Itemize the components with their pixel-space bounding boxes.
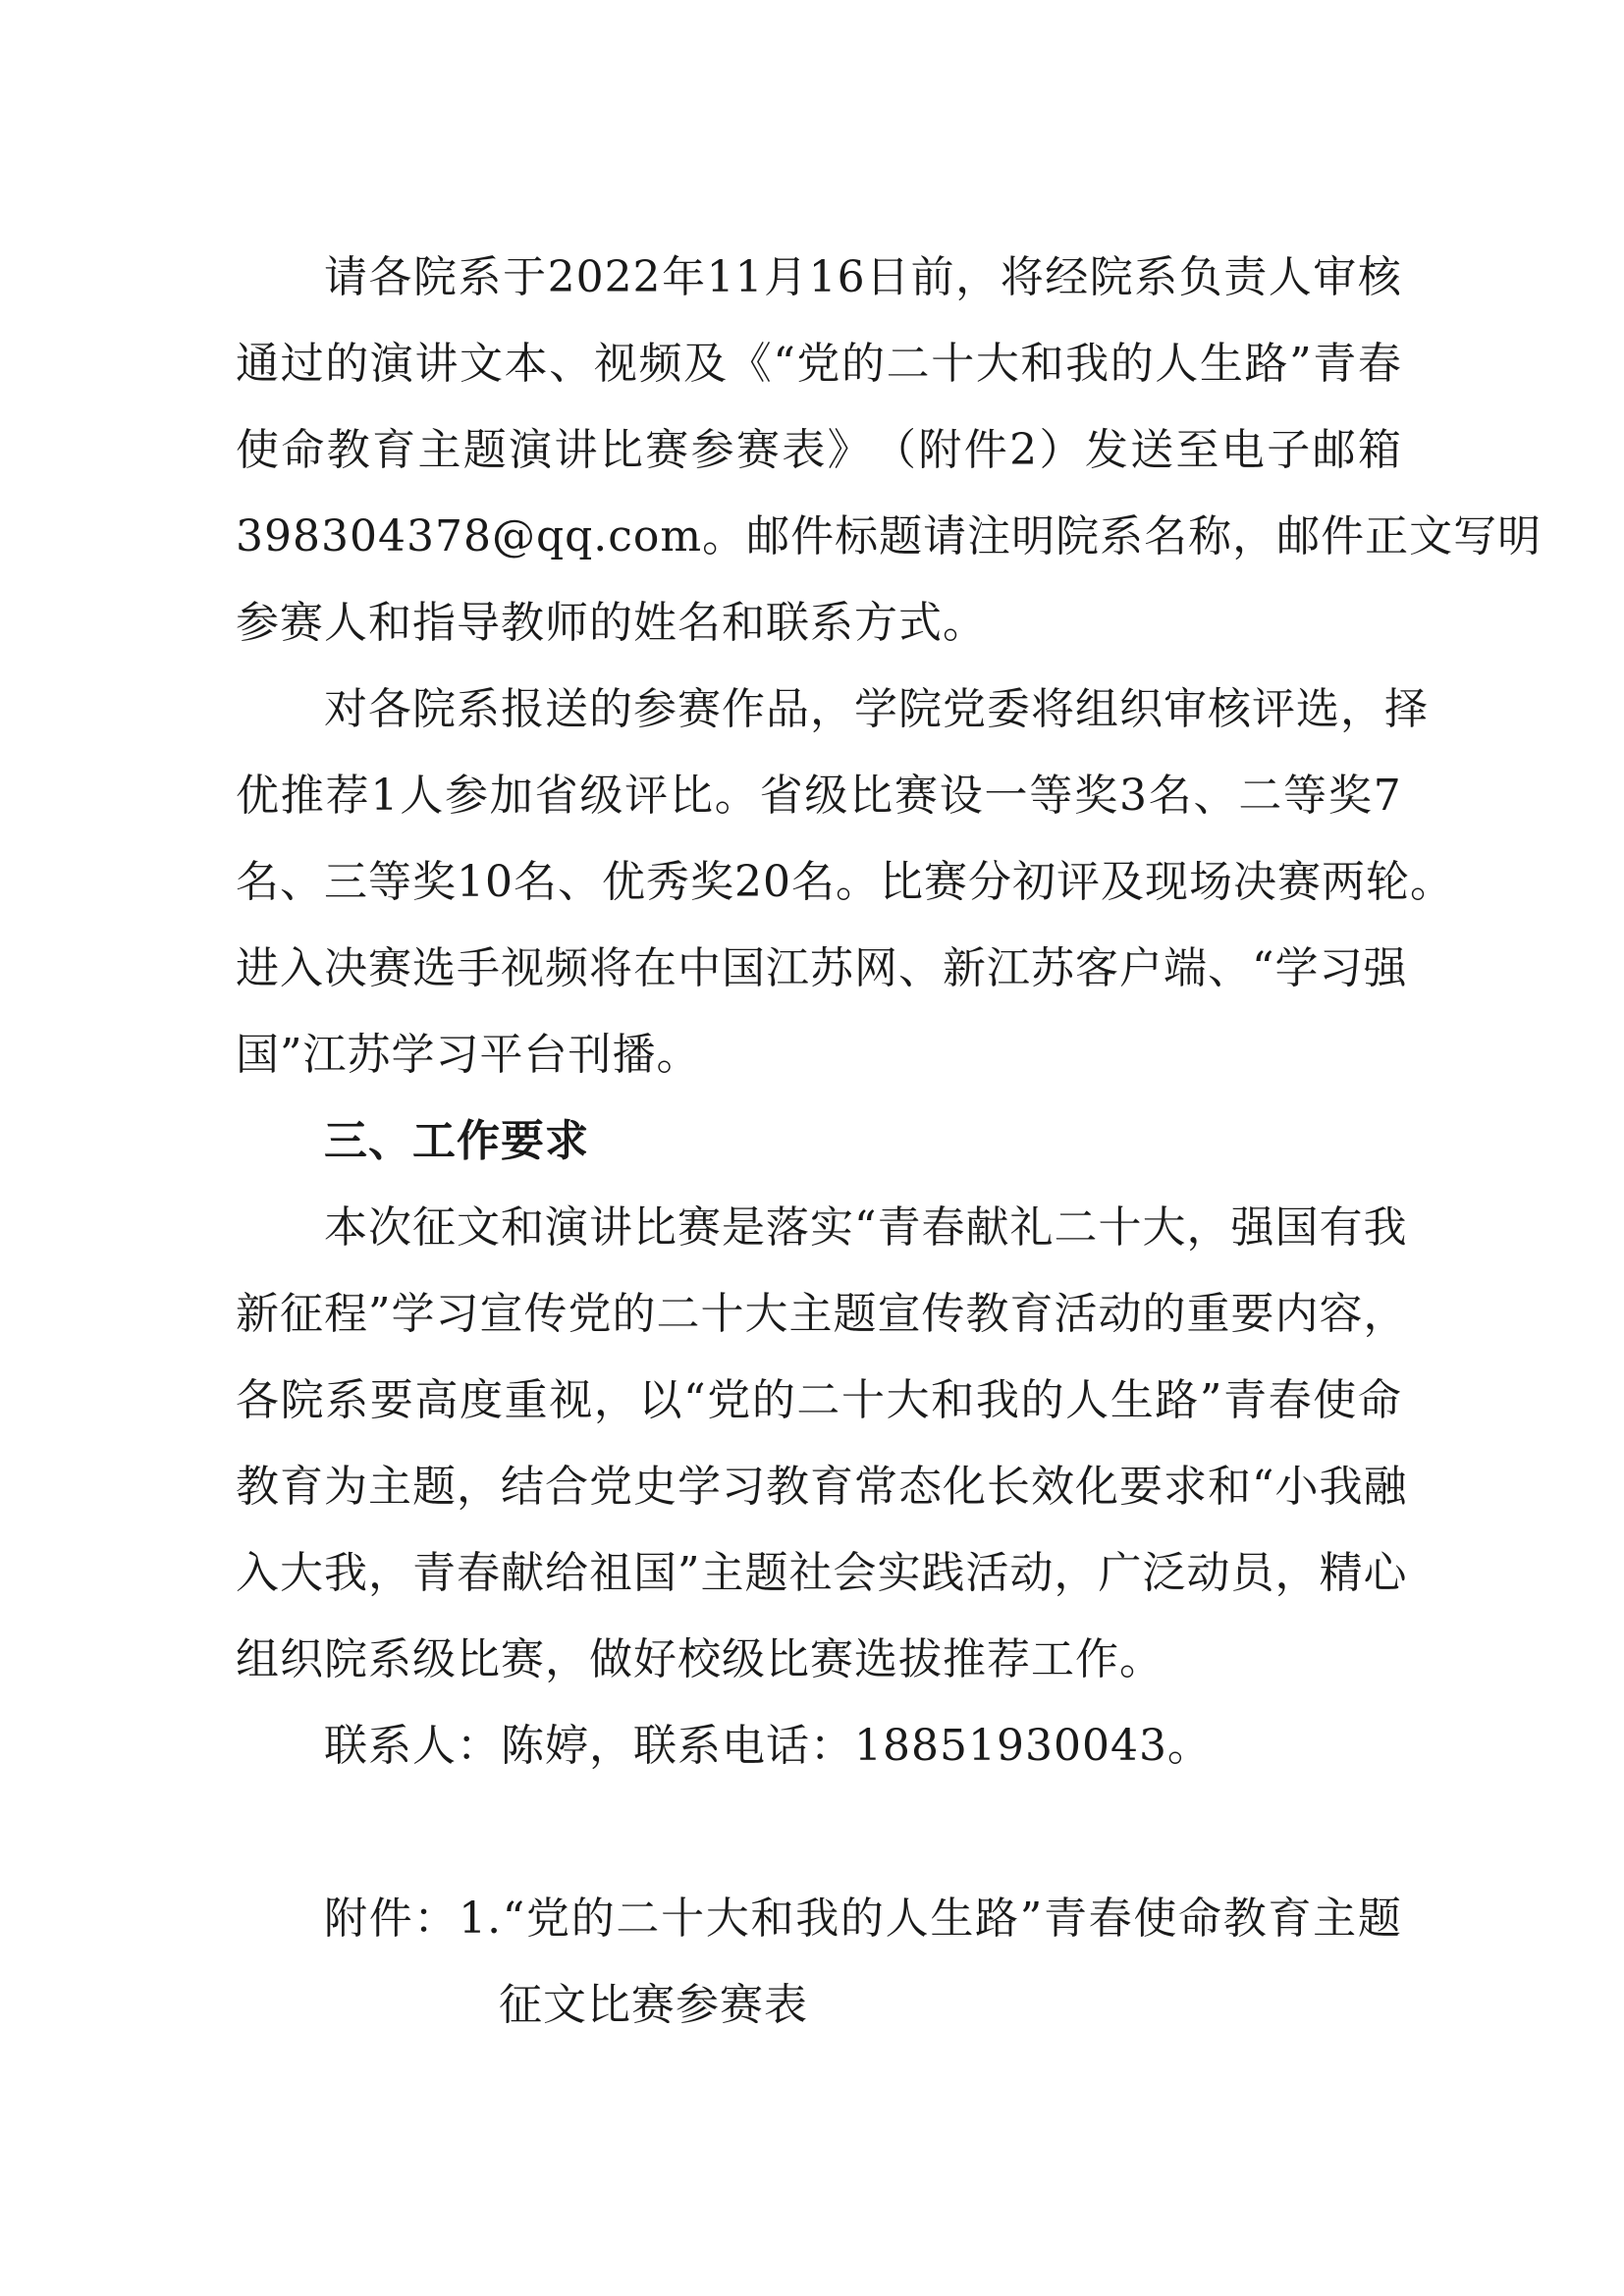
- paragraph-3-line-5: 入 大 我 ， 青 春 献 给 祖 国 ” 主 题 社 会 实 践 活 动 ， 广 泛 动 员 ， 精 心: [236, 1548, 1408, 1598]
- paragraph-3-line-2: 新 征 程 ” 学 习 宣 传 党 的 二 十 大 主 题 宣 传 教 育 活 动 的 重 要 内 容 ，: [236, 1289, 1408, 1339]
- paragraph-2-line-4: 进 入 决 赛 选 手 视 频 将 在 中 国 江 苏 网 、 新 江 苏 客 户 端 、 “ 学 习 强: [236, 943, 1408, 993]
- paragraph-2-line-3: 名 、 三 等 奖 10 名 、 优 秀 奖 20 名 。 比 赛 分 初 评 及 现 场 决 赛 两 轮 。: [236, 857, 1454, 907]
- paragraph-3-line-4: 教 育 为 主 题 ， 结 合 党 史 学 习 教 育 常 态 化 长 效 化 要 求 和 “ 小 我 融: [236, 1462, 1408, 1512]
- paragraph-3-line-6: 组织院系级比赛，做好校级比赛选拔推荐工作。: [236, 1634, 1164, 1684]
- paragraph-2-line-5: 国”江苏学习平台刊播。: [236, 1030, 701, 1080]
- paragraph-3-line-3: 各 院 系 要 高 度 重 视 ， 以 “ 党 的 二 十 大 和 我 的 人 生 路 ” 青 春 使 命: [236, 1375, 1402, 1425]
- paragraph-3-line-1: 本 次 征 文 和 演 讲 比 赛 是 落 实 “ 青 春 献 礼 二 十 大 ， 强 国 有 我: [324, 1202, 1408, 1253]
- paragraph-1-line-1: 请 各 院 系 于 2022 年 11 月 16 日 前 ， 将 经 院 系 负 责 人 审 核: [324, 252, 1402, 302]
- paragraph-1-line-4: 398304378@qq.com 。 邮 件 标 题 请 注 明 院 系 名 称 ， 邮 件 正 文 写 明: [236, 511, 1543, 561]
- paragraph-2-line-1: 对 各 院 系 报 送 的 参 赛 作 品 ， 学 院 党 委 将 组 织 审 核 评 选 ， 择: [324, 684, 1429, 734]
- section-heading-3: 三、工作要求: [324, 1116, 589, 1166]
- paragraph-1-line-5: 参赛人和指导教师的姓名和联系方式。: [236, 598, 987, 648]
- paragraph-1-line-3: 使 命 教 育 主 题 演 讲 比 赛 参 赛 表 》 （ 附 件 2 ） 发 送 至 电 子 邮 箱: [236, 425, 1402, 475]
- paragraph-1-line-2: 通 过 的 演 讲 文 本 、 视 频 及 《 “ 党 的 二 十 大 和 我 的 人 生 路 ” 青 春: [236, 339, 1402, 389]
- paragraph-2-line-2: 优 推 荐 1 人 参 加 省 级 评 比 。 省 级 比 赛 设 一 等 奖 3 名 、 二 等 奖 7: [236, 771, 1402, 821]
- contact-line: 联系人：陈婷，联系电话：18851930043。: [324, 1721, 1212, 1771]
- attachment-line-1: 附 件 ： 1. “ 党 的 二 十 大 和 我 的 人 生 路 ” 青 春 使 命 教 育 主 题: [324, 1894, 1402, 1944]
- attachment-line-2: 征文比赛参赛表: [499, 1980, 808, 2030]
